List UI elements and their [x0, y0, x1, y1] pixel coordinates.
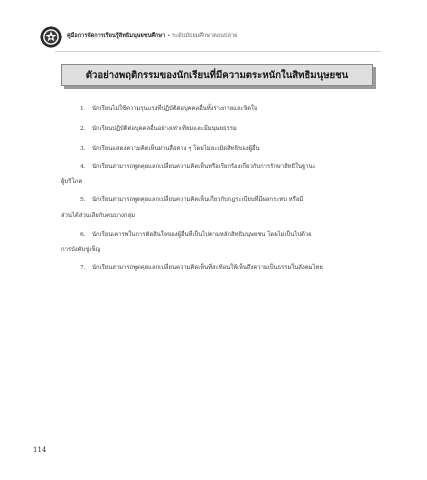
list-item-number: 6. — [80, 232, 86, 238]
list-item-number: 5. — [80, 197, 86, 203]
list-item-number: 4. — [80, 164, 86, 170]
list-item-number: 7. — [80, 265, 86, 271]
list-item-continuation: ส่วนได้ส่วนเสียกับคนบางกลุ่ม — [61, 213, 135, 219]
list-item — [80, 262, 323, 272]
list-item-text: นักเรียนปฏิบัติต่อบุคคลอื่นอย่างเท่าเทียมและมีมนุษยธรรม — [92, 126, 237, 132]
ministry-emblem-icon — [40, 26, 62, 48]
list-item-number: 2. — [80, 126, 86, 132]
list-item-text: นักเรียนแสดงความคิดเห็นผ่านสื่อต่าง ๆ โดยไม่ละเมิดสิทธิของผู้อื่น — [92, 146, 260, 152]
document-subtitle: ระดับมัธยมศึกษาตอนปลาย — [172, 33, 238, 39]
header-divider — [55, 51, 381, 52]
header-separator: • — [166, 33, 171, 39]
list-item-text: นักเรียนสามารถพูดคุยแลกเปลี่ยนความคิดเห็นที่สะท้อนให้เห็นถึงความเป็นธรรมในสังคมไทย — [92, 265, 323, 271]
document-title: คู่มือการจัดการเรียนรู้สิทธิมนุษยชนศึกษา — [67, 33, 166, 39]
list-item-text: นักเรียนเคารพในการตัดสินใจของผู้อื่นที่เป็นไปตามหลักสิทธิมนุษยชน โดยไม่เป็นไปด้วย — [92, 232, 312, 238]
list-item-text: นักเรียนไม่ใช้ความรุนแรงที่ปฏิบัติต่อบุคคลอื่นทั้งร่างกายและจิตใจ — [92, 106, 258, 112]
section-banner — [61, 64, 373, 86]
page-header — [40, 26, 390, 48]
list-item — [80, 194, 303, 204]
list-item — [80, 229, 312, 239]
list-item-continuation: การบังคับขู่เข็ญ — [61, 247, 101, 253]
list-item — [80, 143, 260, 153]
page-number: 114 — [33, 446, 47, 454]
list-item-text: นักเรียนสามารถพูดคุยแลกเปลี่ยนความคิดเห็นเกี่ยวกับกฎระเบียบที่มีผลกระทบ หรือมี — [92, 197, 304, 203]
list-item-continuation: ผู้บริโภค — [61, 179, 83, 185]
section-title: ตัวอย่างพฤติกรรมของนักเรียนที่มีความตระหนักในสิทธิมนุษยชน — [85, 69, 349, 81]
header-text — [67, 32, 237, 40]
list-item-number: 1. — [80, 106, 86, 112]
list-item — [80, 103, 257, 113]
list-item-number: 3. — [80, 146, 86, 152]
list-item — [80, 161, 316, 171]
list-item — [80, 123, 237, 133]
list-item-text: นักเรียนสามารถพูดคุยแลกเปลี่ยนความคิดเห็นหรือเรียกร้องเกี่ยวกับการรักษาสิทธิในฐานะ — [92, 164, 316, 170]
